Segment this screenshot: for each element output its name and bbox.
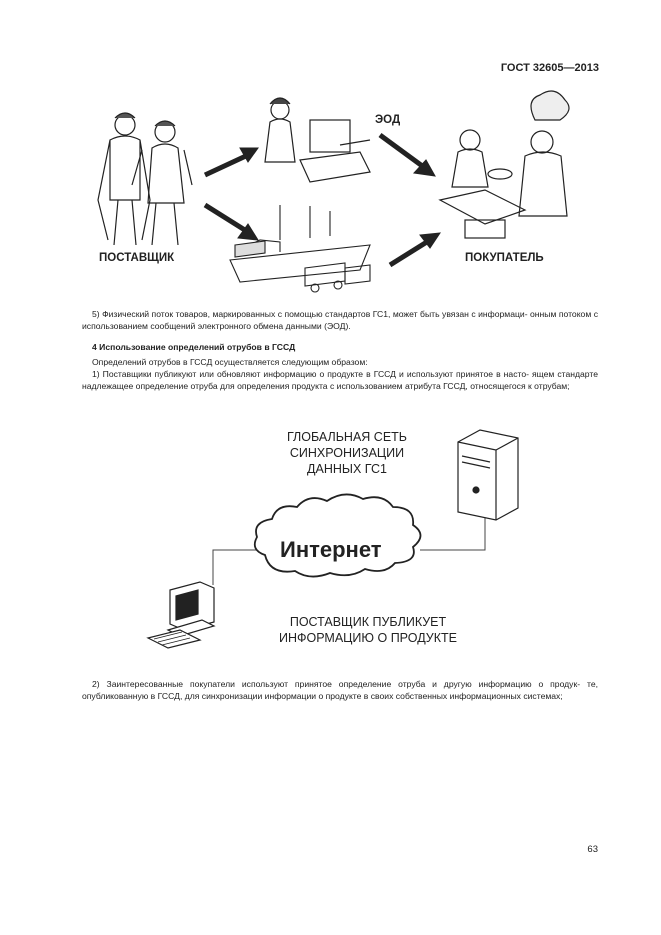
supplier-caption-line-1: ПОСТАВЩИК ПУБЛИКУЕТ [289, 615, 447, 629]
edi-office-illustration [265, 98, 370, 182]
supplier-label: ПОСТАВЩИК [99, 252, 175, 264]
shipping-illustration [230, 205, 370, 292]
internet-cloud-icon [255, 494, 421, 576]
section-4-heading: 4 Использование определений отрубов в ГССД [92, 342, 296, 352]
desktop-computer-icon [148, 582, 214, 648]
paragraph-5: 5) Физический поток товаров, маркированных с помощью стандартов ГС1, может быть увязан с информаци- онным потоком с использованием сообщений электронного обмена данными (ЭОД). [82, 309, 598, 331]
supplier-publishes-caption [268, 614, 468, 646]
suppliers-illustration [98, 113, 192, 245]
network-title-line-1: ГЛОБАЛЬНАЯ СЕТЬ [286, 430, 407, 444]
supply-chain-figure [80, 90, 590, 300]
page-number: 63 [587, 844, 598, 855]
server-icon [458, 430, 518, 520]
network-title-line-2: СИНХРОНИЗАЦИИ [289, 446, 405, 460]
supplier-caption-line-2: ИНФОРМАЦИЮ О ПРОДУКТЕ [278, 631, 457, 645]
standard-code: ГОСТ 32605—2013 [500, 62, 599, 74]
internet-label: Интернет [280, 537, 382, 562]
item-2: 2) Заинтересованные покупатели используют принятое определение отруба и другую информацию о продук- те, опубликованную в ГССД, для синхронизации информации о продукте в своих собственных информационных системах; [82, 679, 598, 701]
section-4-intro: Определений отрубов в ГССД осуществляется следующим образом: [92, 357, 368, 367]
edi-label: ЭОД [375, 114, 401, 126]
section-4-item-1: 1) Поставщики публикуют или обновляют информацию о продукте в ГССД и используют принятое в насто- ящем стандарте надлежащее определение отруба для определения продукта с использованием атрибута ГССД, относящегося к отрубам; [82, 369, 598, 391]
network-title-line-3: ДАННЫХ ГС1 [307, 462, 387, 476]
network-title [272, 429, 422, 477]
buyer-label: ПОКУПАТЕЛЬ [465, 252, 544, 264]
buyer-illustration [440, 91, 569, 238]
